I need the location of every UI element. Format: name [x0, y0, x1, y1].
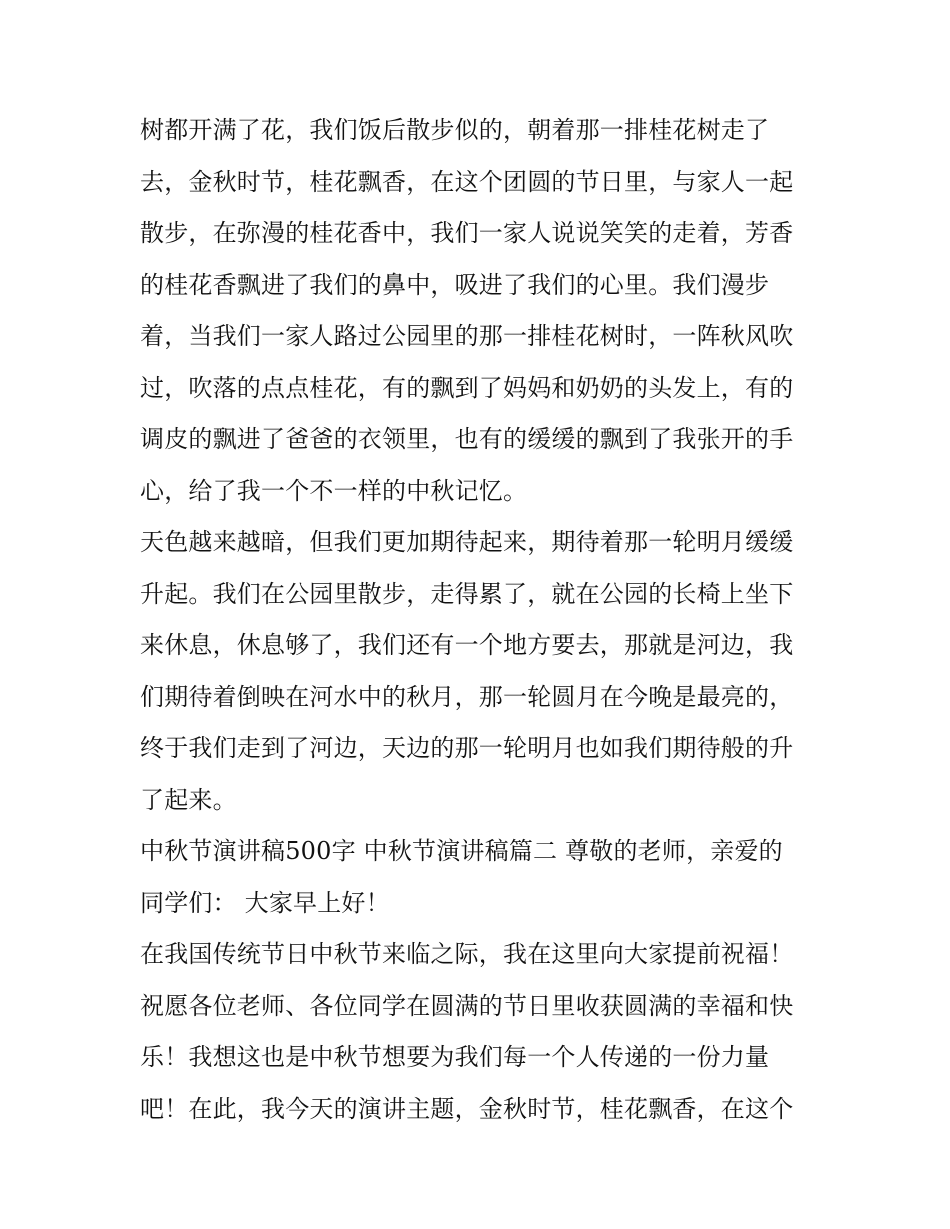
text-line: 终于我们走到了河边，天边的那一轮明月也如我们期待般的升: [140, 734, 794, 762]
text-line: 的桂花香飘进了我们的鼻中，吸进了我们的心里。我们漫步: [140, 270, 770, 299]
text-line: 来休息，休息够了，我们还有一个地方要去，那就是河边，我: [140, 631, 794, 659]
section-heading-line: 中秋节演讲稿500字 中秋节演讲稿篇二 尊敬的老师，亲爱的: [140, 837, 783, 865]
text-line: 在我国传统节日中秋节来临之际，我在这里向大家提前祝福！: [140, 940, 794, 968]
text-line: 天色越来越暗，但我们更加期待起来，期待着那一轮明月缓缓: [140, 528, 794, 556]
text-line: 祝愿各位老师、各位同学在圆满的节日里收获圆满的幸福和快: [140, 991, 794, 1020]
text-line: 们期待着倒映在河水中的秋月，那一轮圆月在今晚是最亮的，: [140, 682, 794, 711]
text-line: 过，吹落的点点桂花，有的飘到了妈妈和奶奶的头发上，有的: [140, 373, 794, 402]
text-line: 了起来。: [140, 785, 237, 814]
text-line: 吧！在此，我今天的演讲主题，金秋时节，桂花飘香，在这个: [140, 1094, 794, 1123]
text-line: 树都开满了花，我们饭后散步似的，朝着那一排桂花树走了: [140, 116, 770, 144]
text-line: 乐！我想这也是中秋节想要为我们每一个人传递的一份力量: [140, 1043, 770, 1071]
text-line: 着，当我们一家人路过公园里的那一排桂花树时，一阵秋风吹: [140, 322, 794, 350]
text-line: 升起。我们在公园里散步，走得累了，就在公园的长椅上坐下: [140, 579, 794, 608]
text-line: 散步，在弥漫的桂花香中，我们一家人说说笑笑的走着，芳香: [140, 219, 794, 247]
document-body: [140, 105, 820, 1135]
text-line: 同学们： 大家早上好！: [140, 888, 390, 917]
text-line: 心，给了我一个不一样的中秋记忆。: [140, 476, 528, 505]
text-line: 去，金秋时节，桂花飘香，在这个团圆的节日里，与家人一起: [140, 167, 794, 196]
text-line: 调皮的飘进了爸爸的衣领里，也有的缓缓的飘到了我张开的手: [140, 425, 794, 453]
